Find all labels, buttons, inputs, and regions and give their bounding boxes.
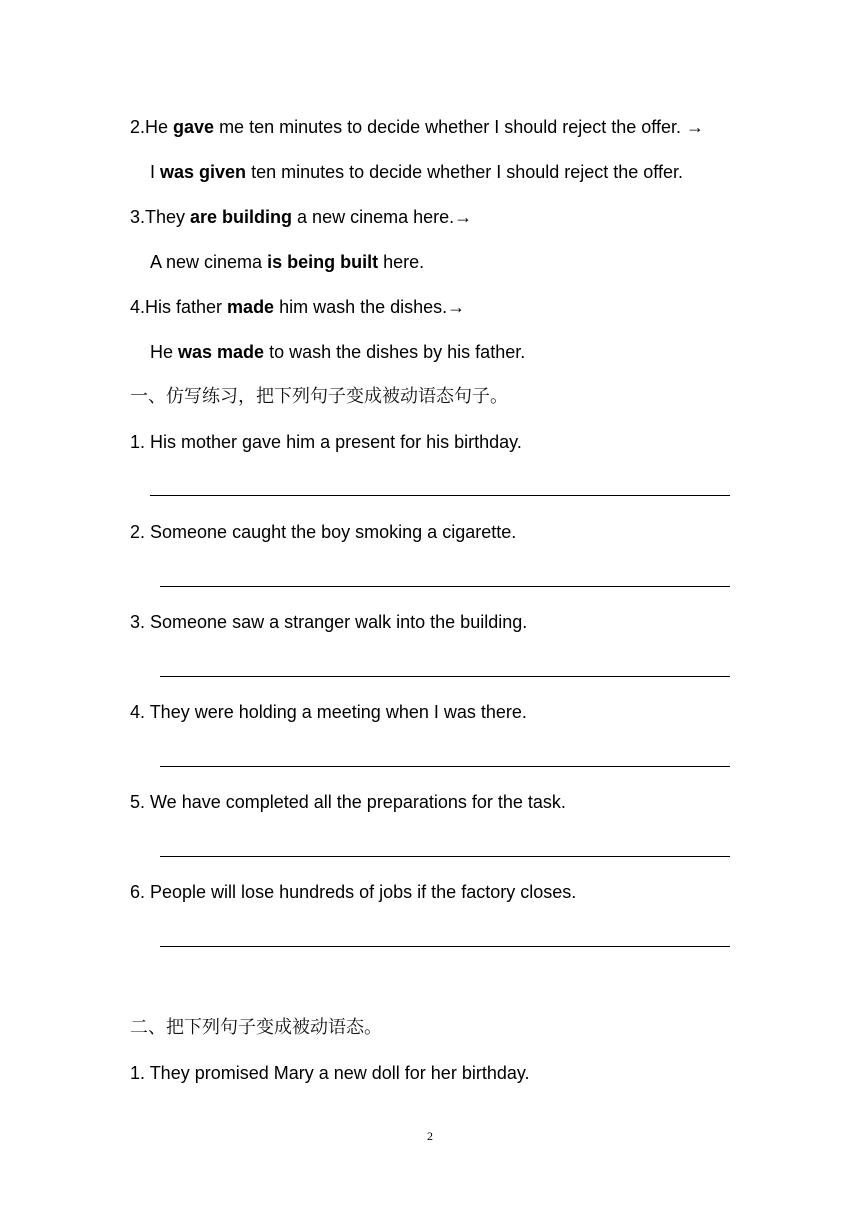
answer-line[interactable] — [160, 676, 730, 677]
answer-line[interactable] — [160, 856, 730, 857]
exercise-sentence: 1. His mother gave him a present for his birthday. — [130, 432, 522, 452]
example-active-sentence: 3.They are building a new cinema here.→ — [130, 207, 473, 227]
exercise-sentence: 1. They promised Mary a new doll for her birthday. — [130, 1063, 530, 1083]
example-active-sentence: 2.He gave me ten minutes to decide whether I should reject the offer. → — [130, 117, 704, 137]
page-number: 2 — [427, 1129, 433, 1143]
answer-line[interactable] — [160, 946, 730, 947]
exercise-sentence: 6. People will lose hundreds of jobs if the factory closes. — [130, 882, 577, 902]
section-heading: 二、把下列句子变成被动语态。 — [130, 1017, 382, 1038]
section-heading: 一、仿写练习，把下列句子变成被动语态句子。 — [130, 386, 508, 407]
answer-line[interactable] — [160, 586, 730, 587]
exercise-sentence: 4. They were holding a meeting when I was there. — [130, 702, 527, 722]
example-passive-sentence: A new cinema is being built here. — [150, 252, 425, 272]
exercise-sentence: 3. Someone saw a stranger walk into the building. — [130, 612, 528, 632]
exercise-sentence: 2. Someone caught the boy smoking a cigarette. — [130, 522, 517, 542]
answer-line[interactable] — [160, 766, 730, 767]
example-active-sentence: 4.His father made him wash the dishes.→ — [130, 297, 466, 317]
example-passive-sentence: I was given ten minutes to decide whether I should reject the offer. — [150, 162, 683, 182]
answer-line[interactable] — [150, 495, 730, 496]
example-passive-sentence: He was made to wash the dishes by his father. — [150, 342, 526, 362]
exercise-sentence: 5. We have completed all the preparations for the task. — [130, 792, 566, 812]
